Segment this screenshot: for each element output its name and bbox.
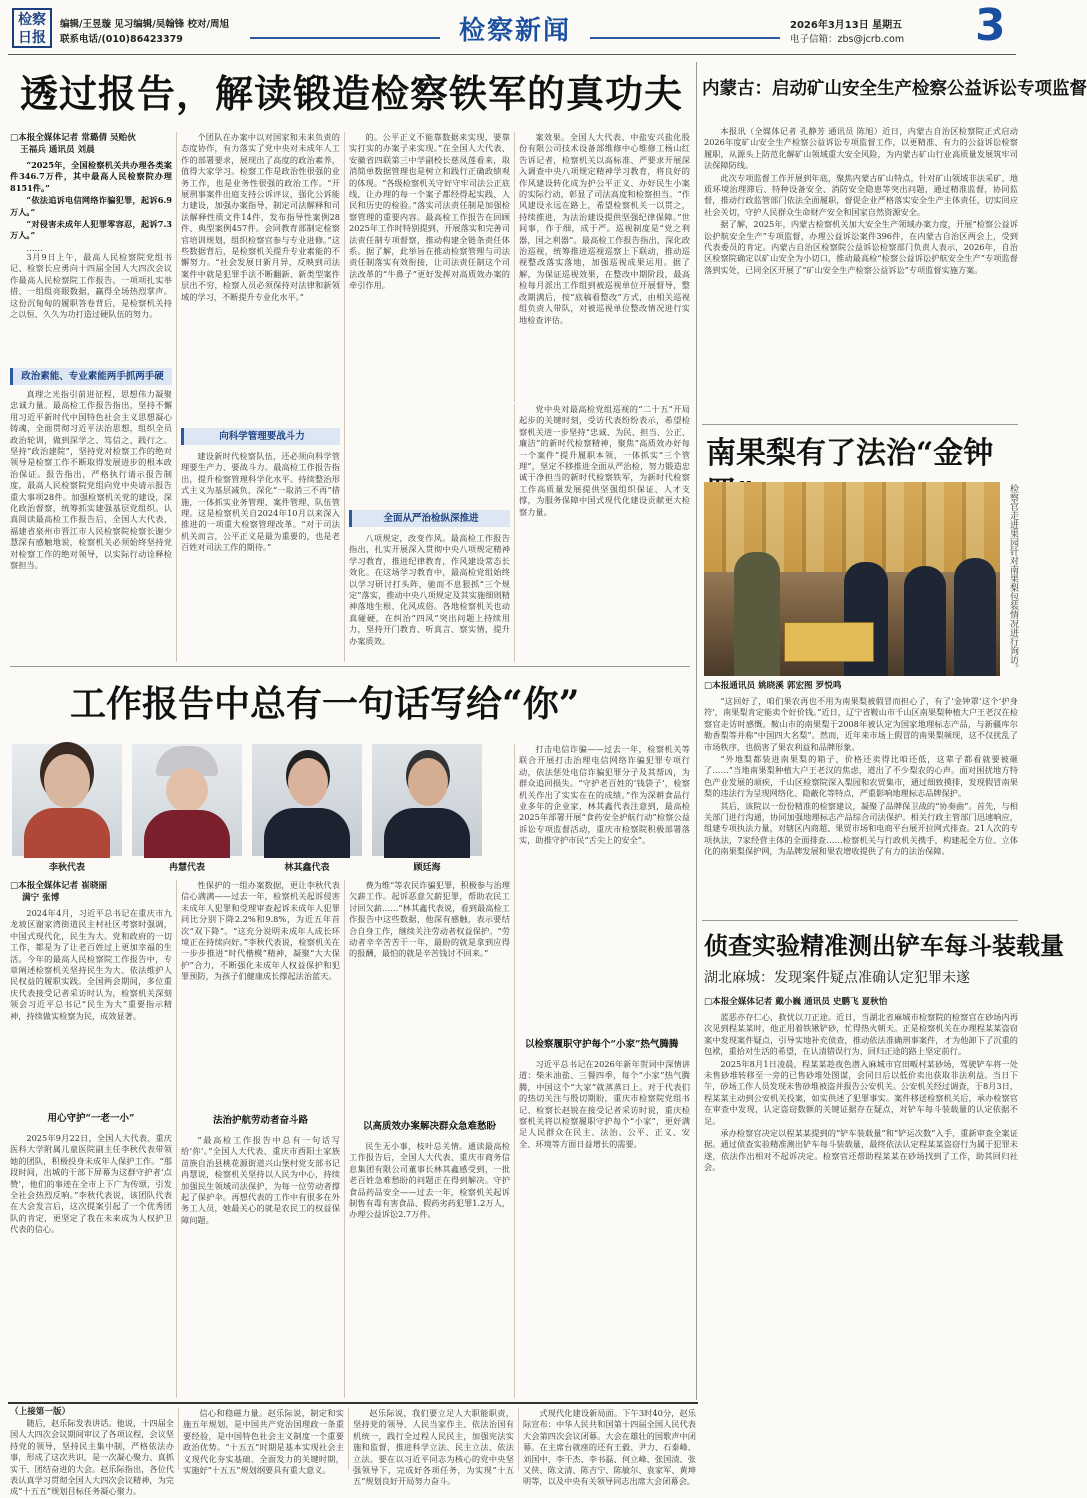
right-rail-divider — [696, 62, 697, 1400]
photo-person — [904, 566, 946, 676]
rep-photo — [12, 744, 122, 856]
article5-paragraph: 2025年9月22日，全国人大代表、重庆医科大学附属儿童医院副主任李秋代表带领她的团队，积极投身未成年人保护工作。“那段时间，出城的干部下屏幕为这群守护者‘点赞’，他们的事迹在全市上下广为传颂，引发全社会热烈反响。”李秋代表说，该团队代表在大会发言后，这次提案引起了一个优秀团队的肯定，更坚定了我在未来成为人权护卫代表的信心。 — [10, 1133, 172, 1235]
article2-body — [704, 126, 1018, 420]
article1-col5 — [514, 404, 690, 662]
masthead-rule — [8, 54, 1016, 55]
article1-paragraph: 3月9日上午，最高人民检察院党组书记、检察长应勇向十四届全国人大四次会议作最高人民检察院工作报告。一项项扎实举措、一组组亮眼数据，赢得全场热烈掌声。这份沉甸甸的履职答卷背后，是检察机关持之以恒、久久为功打造过硬队伍的努力。 — [10, 252, 172, 320]
article5-subhead-2: 法治护航劳动者奋斗路 — [212, 1115, 308, 1126]
continuation-col: 信心和稳磁力量。赵乐际说，制定和实施五年规划，是中国共产党治国理政一条重要经验，是中国特色社会主义制度一个重要政治优势。“十五五”时期是基本实现社会主义现代化夯实基础、全面发力的关键时期，实施好“十五五”规划纲要具有重大意义。 — [178, 1408, 344, 1470]
continuation-label: （上接第一版） — [10, 1407, 71, 1417]
rep-photo — [132, 744, 242, 856]
article5-paragraph: “最高检工作报告中总有一句话写给‘你’。”全国人大代表、重庆市酉阳土家族苗族自治县桃花源街道兴山堡村党支部书记冉慧说，检察机关坚持以人民为中心，持续加强民生领域司法保护，为每一位劳动者撑起了保护伞。再想代表的工作中有很多在外务工人员，她最关心的就是农民工的权益保障问题。 — [181, 1135, 340, 1225]
article4-subtitle: 湖北麻城：发现案件疑点准确认定犯罪未遂 — [704, 970, 970, 986]
article5-subhead-1: 用心守护“一老一小” — [47, 1113, 135, 1124]
article1-col4 — [514, 132, 690, 402]
article4-byline: □本报全媒体记者 戴小巍 通讯员 史鹏飞 夏秋怡 — [704, 997, 888, 1007]
article4-paragraph: 承办检察官决定以程某某提到的“铲车装载量”和“铲运次数”入手，重新审查全案证据。通过侦查实验精准测出铲车每斗装载量，最终依法认定程某某盗窃行为属于犯罪未遂，依法作出相对不起诉决定。检察官还帮助程某某在砂场找到了工作，助其回归社会。 — [704, 1128, 1018, 1173]
article5-paragraph: 2024年4月，习近平总书记在重庆市九龙坡区谢家湾街道民主村社区考察时强调，中国式现代化，民生为大。党和政府的一切工作，都是为了让老百姓过上更加幸福的生活。今年的最高人民检察院工作报告中，专章阐述检察机关坚持民生为大、依法维护人民权益的履职实践。全国两会期间，多位重庆代表接受记者采访时认为，检察机关深刻领会习近平总书记“民生为大”重要指示精神，持续做实检察为民，成效显著。 — [10, 908, 172, 1021]
section-title: 检察新闻 — [458, 16, 571, 46]
masthead-line-right — [590, 37, 780, 39]
article1-byline-2: 王福兵 通讯员 刘晨 — [20, 145, 95, 155]
article2-paragraph: 此次专项监督工作开展到年底，聚焦内蒙古矿山特点，针对矿山领域非法采矿、地质环境治理滞后、特种设备安全、消防安全隐患等突出问题，通过精准监督，协同监督，推动行政监管部门依法全面履职，督促企业严格落实安全生产主体责任，切实回应社会关切，守护人民群众生命财产安全和国家自然资源安全。 — [704, 172, 1018, 217]
rule — [702, 424, 1018, 425]
article5-subhead-3: 以高质效办案解决群众急难愁盼 — [362, 1121, 496, 1132]
continuation-section — [8, 1406, 698, 1497]
portrait-body — [264, 808, 350, 858]
rule — [702, 920, 1018, 921]
article1-paragraph: 建设新时代检察队伍，还必须向科学管理要生产力、要战斗力。最高检工作报告指出，提升检察管理科学化水平。持续整治形式主义为基层减负，深化“一取消三不再”措施，一体抓实业务管理、案件管理、队伍管理。这是检察机关自2024年10月以来深入推进的一项重大检察管理改革。“对于司法机关而言，公平正义是最为重要的，也是老百姓对司法工作的期待。” — [181, 451, 340, 553]
photo-person — [734, 552, 780, 676]
issue-date: 2026年3月13日 星期五 — [790, 20, 903, 31]
portrait-body — [144, 810, 230, 858]
article1-paragraph: 的。公平正义不能靠数据来实现，要靠实打实的办案子来实现。”在全国人大代表、安徽省四联第三中学副校长慈凤莲看来，取消简单数据管理也是树立和践行正确政绩观的体现。“各级检察机关守好守牢司法公正底线，让办理的每一个案子都经得起实践、人民和历史的检验。”落实司法责任制是加强检察管理的重要内容。最高检工作报告在回顾2025年工作时特别提到，开展落实和完善司法责任制专项督察，推动构建全链条责任体系。据了解，此举旨在推动检察管理与司法责任制落实有效衔接，让司法责任制这个司法改革的“牛鼻子”更好发挥对高质效办案的牵引作用。 — [349, 132, 510, 291]
article1-byline: □本报全媒体记者 常璐倩 吴贻伙 — [10, 133, 136, 143]
article1-paragraph: 真理之光指引前进征程，思想伟力凝聚忠诚力量。最高检工作报告指出，坚持不懈用习近平新时代中国特色社会主义思想凝心铸魂，全面贯彻习近平法治思想，组织全员政治轮训，做到深学之、笃信之、践行之。坚持“政治建院”，坚持党对检察工作的绝对领导是检察工作不断取得发展进步的根本政治保证。报告指出，严格执行请示报告制度，最高人民检察院党组向党中央请示报告重大事项28件。加强检察机关党的建设，深化政治督察，统筹抓实建强基层党组织。认真阅读最高检工作报告后，全国人大代表、福建省泉州市晋江市人民检察院检察长谢少慧深有感触地说，检察机关必须始终坚持党对检察工作的绝对领导，以实际行动诠释检察担当。 — [10, 389, 172, 571]
article3-paragraph: “这回好了，咱们果农再也不用为南果梨被假冒而担心了，有了‘金钟罩’这个‘护身符’，南果梨肯定能卖个好价钱。”近日，辽宁省鞍山市千山区南果梨种植大户王老汉在检察官走访时感慨。鞍山市的南果梨于2008年被认定为国家地理标志产品，与新疆库尔勒香梨等并称“中国四大名梨”。然而，近年来市场上假冒的南果梨频现，这不仅扰乱了市场秩序，也损害了果农利益和品牌形象。 — [704, 696, 1018, 752]
article5-paragraph: 民生无小事，枝叶总关情。通读最高检工作报告后，全国人大代表、重庆市商务信息集团有限公司董事长林其鑫感受到，一批老百姓急难愁盼的问题正在得到解决。守护食品药品安全——过去一年，检察机关起诉制售有毒有害食品、假药劣药犯罪1.2万人，办理公益诉讼2.7万件。 — [349, 1141, 510, 1220]
editors-credit: 编辑/王昱璇 见习编辑/吴翰锋 校对/周旭 — [60, 19, 230, 30]
article3-paragraph: 其后，该院以一份份精准的检察建议，凝聚了品牌保卫战的“协奏曲”。首先，与相关部门进行沟通，协同加强地理标志产品综合司法保护。相关行政主管部门迅速响应，组建专项执法力量，对辖区内商超、果贸市场和电商平台展开拉网式排查。21人次的专项执法，7家经营主体的全面排查……检察机关与行政机关携手，构建起全方位、立体化的南果梨保护网，为品牌发展和果农增收提供了有力的法治保障。 — [704, 800, 1018, 857]
masthead — [0, 0, 1024, 60]
rep-caption: 顾廷海 — [413, 863, 441, 873]
article5-headline: 工作报告中总有一句话写给“你” — [70, 683, 580, 725]
email: 电子信箱：zbs@jcrb.com — [790, 34, 905, 45]
photo-person — [954, 558, 996, 676]
bottom-rule — [8, 1402, 698, 1404]
article2-paragraph: 据了解，2025年，内蒙古检察机关加大安全生产领域办案力度，开展“检察公益诉讼护航安全生产”专项监督，办理公益诉讼案件396件，在内蒙古自治区两会上，受到代表委员的肯定。内蒙古自治区检察院公益诉讼检察部门负责人表示，2026年，自治区检察院确定以矿山安全为小切口，推动最高检“检察公益诉讼护航安全生产”专项监督落到实处，已同全区开展了“矿山安全生产检察公益诉讼”专项监督实施方案。 — [704, 219, 1018, 275]
article5-paragraph: 性保护的一组办案数据，更让李秋代表信心满满——过去一年，检察机关起诉侵害未成年人犯罪和受理审查起诉未成年人犯罪同比分别下降2.2%和9.8%，为近五年首次“双下降”。“这充分说明未成年人成长环境正在持续向好。”李秋代表说，检察机关在一步步推进“时代楷模”精神，凝聚“大大保护”合力，不断强化未成年人权益保护和犯罪预防，为孩子们健康成长撑起法治蓝天。 — [181, 880, 340, 982]
ellipsis: …… — [26, 242, 43, 253]
article5-paragraph: 打击电信诈骗——过去一年，检察机关等联合开展打击治理电信网络诈骗犯罪专项行动，依法惩处电信诈骗犯罪分子及其帮凶，为群众追回损失。“守护老百姓的‘钱袋子’，检察机关作出了实实在在的成绩。”作为深耕食品行业多年的企业家，林其鑫代表注意到，最高检2025年部署开展“食药安全护航行动”检察公益诉讼专项监督活动，重庆市检察院积极部署落实，助推守护市民“舌尖上的安全”。 — [519, 744, 690, 846]
article1-subhead-2: 向科学管理要战斗力 — [181, 428, 340, 445]
rep-caption: 李秋代表 — [48, 863, 85, 873]
article4-headline: 侦查实验精准测出铲车每斗装载量 — [704, 931, 1064, 960]
article5-paragraph: 费为维“等农民诈骗犯罪，积极参与治理欠薪工作。起诉恶意欠薪犯罪，帮助农民工讨回欠薪……”林其鑫代表说，看到最高检工作报告中这些数据，他深有感触，表示要结合自身工作，继续关注劳动者权益保护。“劳动者辛辛苦苦干一年，最盼的就是拿到应得的报酬，最怕的就是辛苦钱讨不回来。” — [349, 880, 510, 959]
page-number: 3 — [975, 0, 1006, 51]
rep-caption: 林其鑫代表 — [284, 863, 330, 873]
article1-headline: 透过报告，解读锻造检察铁军的真功夫 — [20, 71, 684, 116]
article1-col2 — [176, 132, 340, 662]
masthead-line-left — [250, 37, 440, 39]
article3-byline: □本报通讯员 姚晓溪 郭宏图 罗悦鸣 — [704, 681, 842, 691]
article1-quotes — [10, 160, 172, 252]
logo-text: 检察日报 — [18, 12, 46, 46]
article5-byline-2: 满宁 张博 — [22, 893, 60, 903]
portrait-head — [288, 758, 328, 806]
article3-photo-caption: 检察官走进果园针对南果梨包装情况进行询访。 — [1008, 484, 1018, 673]
portrait-head — [408, 758, 448, 806]
portrait-body — [384, 808, 470, 858]
article5-col2 — [176, 880, 340, 1398]
continuation-col: 赵乐际说，我们要立足人大职能职责，坚持党的领导、人民当家作主、依法治国有机统一，践行全过程人民民主，加强宪法实施和监督，推进科学立法、民主立法、依法立法。要在以习近平同志为核心的党中央坚强领导下，完成好各项任务，为实现“十五五”规划良好开局努力奋斗。 — [348, 1408, 514, 1470]
article1-col3 — [344, 132, 510, 662]
article1-col1 — [10, 132, 172, 662]
article3-paragraph: “外地梨都装进南果梨的箱子，价格还卖得比咱还低，这辈子都看就要被砸了……”当地南果梨种植大户王老汉的焦虑，道出了不少梨农的心声。面对困扰地方特色产业发展的顽疾，千山区检察院深入梨园和农贸集市，通过细致摸排，发现假冒南果梨的违法行为呈现网络化、隐蔽化等特点，严重影响地理标志品牌保护。 — [704, 754, 1018, 799]
article4-body — [704, 1012, 1018, 1464]
article1-subhead-3: 全面从严治检纵深推进 — [349, 510, 510, 527]
article1-paragraph: 个团队在办案中以对国家和未来负责的态度协作，有力落实了党中央对未成年人工作的部署要求，展现出了高度的政治素养，值得大家学习。检察工作是政治性很强的业务工作，也是业务性很强的政治工作。“开展刑事案件出庭支持公诉评议，强化公诉能力建设，加强办案指导，制定司法解释和司法解释性质文件14件，发布指导性案例28件、典型案例457件。会同教育部制定检察官培训规划，组织检察官参与专业进修。”这些数据背后，是检察机关提升专业素能的不懈努力。“社会发展日新月异，反映到司法案件中就是犯罪手法不断翻新、新类型案件层出不穷，检察人员必须保持对法律和新领域的学习，不断提升专业化水平。” — [181, 132, 340, 302]
rep-photo — [372, 744, 482, 856]
rep-photo — [252, 744, 362, 856]
article5-col4 — [514, 744, 690, 1398]
portrait-head — [44, 754, 90, 808]
portrait-body — [24, 808, 110, 858]
article1-paragraph: 八项规定，改变作风。最高检工作报告指出，扎实开展深入贯彻中央八项规定精神学习教育，推进纪律教育，作风建设常态长效化。在这场学习教育中，最高检党组始终以学习研讨打头阵，驰而不息狠抓“三个规定”落实，推动中央八项规定及其实施细则精神落地生根、化风成俗。各地检察机关也动真碰硬，在纠治“四风”突出问题上持续用力，坚持开门教育、听真言、察实情，提升办案质效。 — [349, 533, 510, 646]
continuation-col: 式现代化建设新局面。下午3时40分，赵乐际宣布：中华人民共和国第十四届全国人民代表大会第四次会议闭幕。大会在雄壮的国歌声中闭幕。在主席台就座的还有王毅、尹力、石泰峰、刘国中、李干杰、李书磊、何立峰、张国清、张又侠、陈文清、陈吉宁、陈敏尔、袁家军、黄坤明等，以及中央有关领导同志出席大会闭幕会。 — [518, 1408, 696, 1470]
quote: “依法追诉电信网络诈骗犯罪，起诉6.9万人。” — [10, 195, 172, 217]
quote: “2025年，全国检察机关共办理各类案件346.7万件，其中最高人民检察院办理8151件。” — [10, 160, 172, 193]
portrait-head — [166, 768, 208, 812]
quote: “对侵害未成年人犯罪零容忍，起诉7.3万人。” — [10, 219, 172, 241]
article4-paragraph: 蓝恶亦存仁心，救忧以刀正途。近日，当湖北省麻城市检察院的检察官在砂场内再次见到程某某时，他正用着铁锹铲砂，忙得热火朝天。正是检察机关在办理程某某盗窃案中发现案件疑点，引导实地补充侦查，推动依法准确刑事案件，才为他卸下了沉重的包袱，重拾对生活的希望，在认清错误行为、回归正途的路上坚定前行。 — [704, 1012, 1018, 1057]
article1-subhead-1: 政治素能、专业素能两手抓两手硬 — [10, 368, 172, 385]
article2-headline: 内蒙古：启动矿山安全生产检察公益诉讼专项监督 — [702, 79, 1087, 99]
article5-paragraph: 习近平总书记在2026年新年贺词中深情讲道：柴米油盐、三餐四季，每个“小家”热气腾腾，中国这个“大家”就蒸蒸日上。对于代表们的热切关注与殷切期盼，重庆市检察院党组书记、检察长赵锐在接受记者采访时说，重庆检察机关将以检察履职守护每个“小家”，更好满足人民群众在民主、法治、公平、正义、安全、环境等方面日益增长的需要。 — [519, 1059, 690, 1149]
rule — [10, 666, 690, 667]
newspaper-logo — [12, 8, 52, 48]
photo-box — [784, 622, 874, 662]
article2-paragraph: 本报讯（全媒体记者 孔静芳 通讯员 陈旭）近日，内蒙古自治区检察院正式启动2026年度矿山安全生产检察公益诉讼专项监督工作，以更精准、有力的公益诉讼检察履职，从源头上防范化解矿山领域重大安全风险，为内蒙古矿山行业高质量发展筑牢司法保障防线。 — [704, 126, 1018, 171]
article5-col1 — [10, 880, 172, 1398]
article1-paragraph: 案效果。全国人大代表、中盐安兴盐化股份有限公司技术设备部维修中心维修工杨山红告诉记者，检察机关以高标准、严要求开展深入调查中央八项规定精神学习教育，将良好的作风建设转化成为护公平正义、办好民生小案的实际行动，彰显了司法高度和检察担当。“作风建设永远在路上，希望检察机关一以贯之，持续推进，为法治建设提供坚强纪律保障。”世间事，作于细，成于严。巡视制度是“党之利器，国之利器”。最高检工作报告指出，深化政治巡视，统筹推进巡视巡察上下联动，推动巡视整改落实落地，加强巡视成果运用。据了解，为保证巡视效果，在整改中期阶段，最高检每月派出工作组到被巡视单位开展督导，整改期满后，按“底稿看整改”方式，由相关巡视组负责人带队，对被巡视单位整改情况进行实地检查评估。 — [519, 132, 690, 325]
article3-photo — [704, 482, 1000, 676]
continuation-col: 随后，赵乐际发表讲话。他说，十四届全国人大四次会议期间审议了各项议程，会议坚持党的领导，坚持民主集中制，严格依法办事，形成了这次共识，是一次凝心聚力、真抓实干、团结奋进的大会。赵乐际指出，各位代表认真学习贯彻全国人大四次会议精神，为完成“十五五”规划目标任务凝心聚力。 — [10, 1418, 174, 1497]
article3-headline: 南果梨有了法治“金钟 — [706, 436, 994, 471]
article5-col3 — [344, 880, 510, 1398]
article1-paragraph: 党中央对最高检党组巡视的“二十五”开局起步的关键时刻，受访代表纷纷表示，希望检察机关进一步坚持“忠诚、为民、担当、公正、廉洁”的新时代检察精神，聚焦“高质效办好每一个案件”提升履职本领，一体抓实“三个管理”，坚定不移推进全面从严治检，努力锻造忠诚干净担当的新时代检察铁军，为新时代检察工作高质量发展提供坚强组织保证、人才支撑，为服务保障中国式现代化建设贡献更大检察力量。 — [519, 404, 690, 517]
rep-caption: 冉慧代表 — [168, 863, 205, 873]
article5-subhead-4: 以检察履职守护每个“小家”热气腾腾 — [525, 1039, 679, 1050]
contact-phone: 联系电话/(010)86423379 — [60, 34, 183, 45]
representatives-photos — [12, 744, 492, 878]
article4-paragraph: 2025年8月1日凌晨，程某某趁夜色潜入麻城市官田畈村某砂场，驾驶铲车将一处未售砂堆转移至一旁的已售砂堆处图谋，会同日后以低价卖出获取非法利益。当日下午，砂场工作人员发现未售砂堆被盗并报告公安机关。公安机关经过调查，于8月3日，程某某主动到公安机关投案，如实供述了犯罪事实。案件移送检察机关后，承办检察官在审查中发现，认定盗窃数额的关键证据存在疑点，对铲车每斗装载量的认定依据不足。 — [704, 1058, 1018, 1126]
article5-byline: □本报全媒体记者 崔晓丽 — [10, 881, 108, 891]
